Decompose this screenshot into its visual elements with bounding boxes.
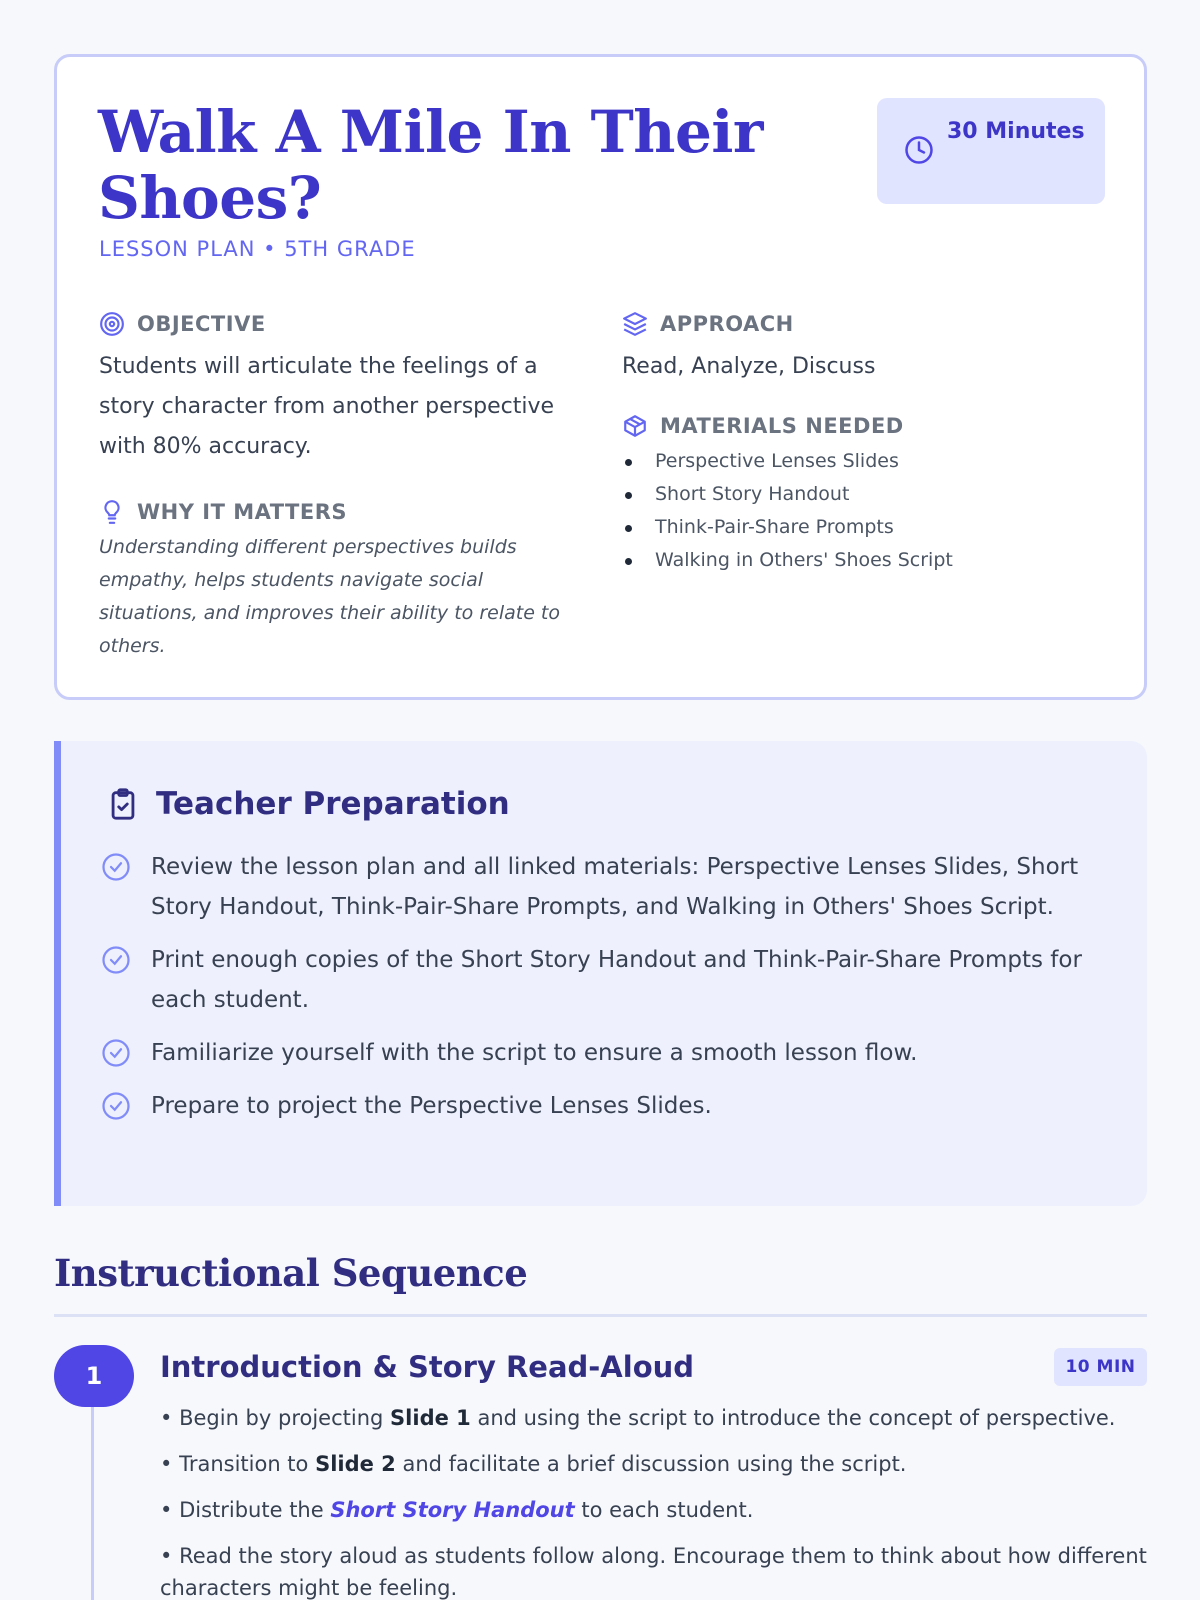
materials-header	[622, 411, 1102, 441]
timeline-line	[91, 1380, 94, 1600]
clock-icon	[904, 135, 934, 165]
target-icon	[99, 311, 125, 337]
objective-text: Students will articulate the feelings of a story character from another perspective with 80% accuracy.	[99, 354, 555, 459]
sequence-title: Instructional Sequence	[54, 1251, 528, 1295]
objective-label: OBJECTIVE	[137, 312, 266, 336]
materials-list	[622, 445, 1102, 577]
preparation-item-text: Familiarize yourself with the script to ensure a smooth lesson flow.	[151, 1040, 918, 1066]
page-title: Walk A Mile In Their Shoes?	[98, 98, 763, 232]
activity-text: and facilitate a brief discussion using the script.	[402, 1452, 907, 1476]
step-activity-list	[160, 1402, 1150, 1600]
preparation-item-text: Print enough copies of the Short Story Handout and Think-Pair-Share Prompts for each student.	[151, 947, 1082, 1013]
bullet: •	[160, 1452, 173, 1476]
preparation-item-text: Review the lesson plan and all linked materials: Perspective Lenses Slides, Short Story Handout, Think-Pair-Share Prompts, and Walking in Others' Shoes Script.	[151, 854, 1079, 920]
materials-label: MATERIALS NEEDED	[660, 414, 904, 438]
objective-header	[99, 309, 579, 339]
activity-text: Distribute the	[179, 1498, 324, 1522]
material-item: Think-Pair-Share Prompts	[622, 511, 1102, 544]
box-icon	[622, 413, 648, 439]
teacher-preparation-title: Teacher Preparation	[156, 786, 510, 822]
preparation-item-text: Prepare to project the Perspective Lenses Slides.	[151, 1093, 712, 1119]
preparation-checklist	[101, 847, 1101, 1139]
material-item: Walking in Others' Shoes Script	[622, 544, 1102, 577]
check-circle-icon	[101, 945, 131, 975]
slide-reference: Slide 1	[390, 1406, 471, 1430]
why-it-matters-text: Understanding different perspectives builds empathy, helps students navigate social situations, and improves their ability to relate to others.	[99, 536, 561, 657]
step-number-badge: 1	[54, 1345, 134, 1407]
bullet: •	[160, 1544, 173, 1568]
preparation-item	[101, 847, 1101, 927]
approach-header	[622, 309, 1102, 339]
lesson-subtitle: LESSON PLAN • 5TH GRADE	[99, 237, 416, 261]
bullet: •	[160, 1406, 173, 1430]
approach-text: Read, Analyze, Discuss	[622, 354, 876, 379]
clipboard-check-icon	[106, 785, 140, 823]
duration-badge	[877, 98, 1105, 204]
check-circle-icon	[101, 1091, 131, 1121]
activity-text: and using the script to introduce the concept of perspective.	[477, 1406, 1116, 1430]
check-circle-icon	[101, 1038, 131, 1068]
activity-text: Begin by projecting	[179, 1406, 384, 1430]
step-activity-item	[160, 1540, 1150, 1600]
preparation-item	[101, 1086, 1101, 1126]
handout-link[interactable]: Short Story Handout	[330, 1498, 575, 1522]
lightbulb-icon	[99, 499, 125, 525]
step-activity-item	[160, 1448, 1150, 1480]
material-item: Short Story Handout	[622, 478, 1102, 511]
duration-text: 30 Minutes	[947, 119, 1085, 144]
preparation-item	[101, 1033, 1101, 1073]
step-duration-badge: 10 MIN	[1054, 1348, 1147, 1386]
approach-column	[622, 309, 1102, 577]
activity-text: Transition to	[179, 1452, 309, 1476]
step-title: Introduction & Story Read-Aloud	[160, 1350, 695, 1384]
activity-text: to each student.	[581, 1498, 754, 1522]
step-activity-item	[160, 1402, 1150, 1434]
preparation-item	[101, 940, 1101, 1020]
activity-text: Read the story aloud as students follow along. Encourage them to think about how different characters might be feeling.	[160, 1544, 1147, 1600]
teacher-preparation-header	[106, 785, 510, 823]
approach-label: APPROACH	[660, 312, 794, 336]
bullet: •	[160, 1498, 173, 1522]
teacher-preparation-panel	[54, 741, 1147, 1206]
material-item: Perspective Lenses Slides	[622, 445, 1102, 478]
lesson-header-card	[54, 54, 1147, 700]
step-activity-item	[160, 1494, 1150, 1526]
objective-column	[99, 309, 579, 663]
slide-reference: Slide 2	[315, 1452, 396, 1476]
why-it-matters-header	[99, 497, 579, 527]
check-circle-icon	[101, 852, 131, 882]
why-it-matters-label: WHY IT MATTERS	[137, 500, 347, 524]
layers-icon	[622, 311, 648, 337]
sequence-divider	[54, 1314, 1147, 1317]
